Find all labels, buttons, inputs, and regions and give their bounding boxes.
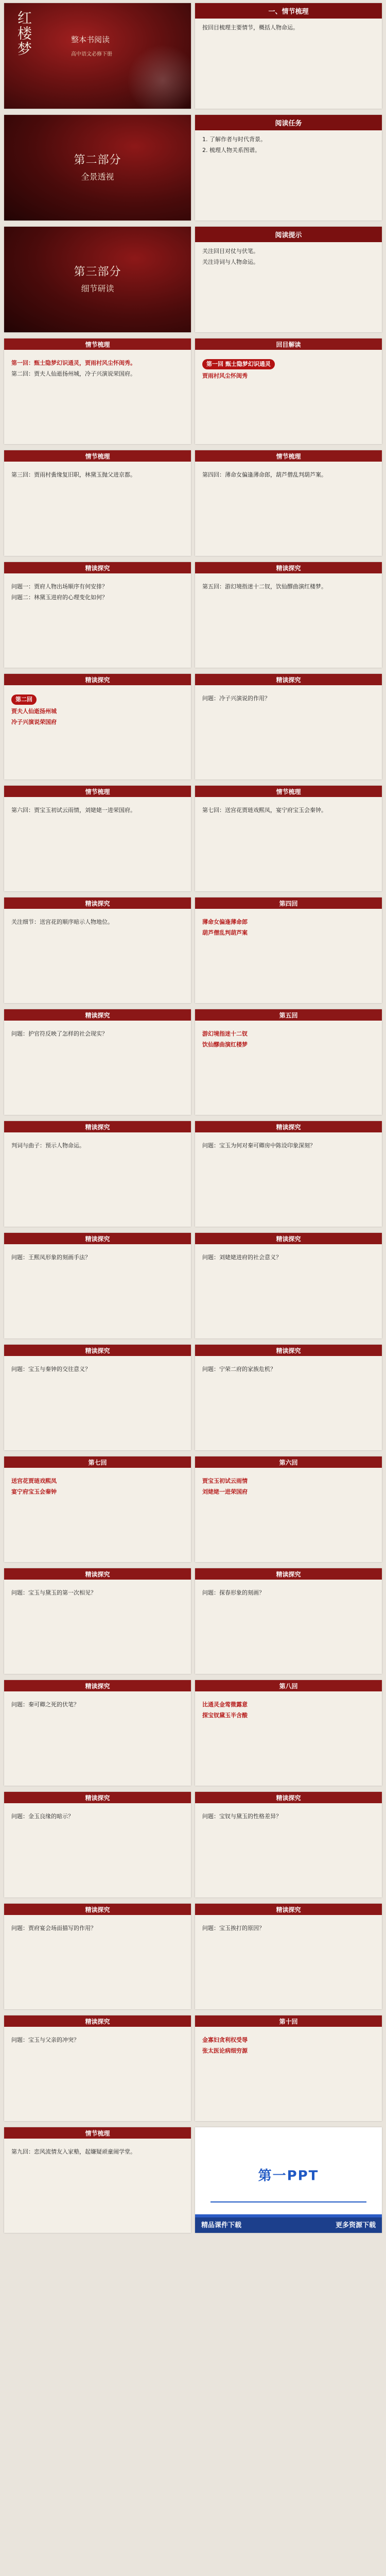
content-slide[interactable] bbox=[4, 450, 191, 556]
section-background bbox=[4, 115, 191, 221]
slide-row bbox=[0, 1230, 386, 1342]
content-slide[interactable] bbox=[4, 1121, 191, 1227]
slide-banner: 精读探究 bbox=[4, 1009, 191, 1021]
slide-text: 问题：宝玉与父亲的冲突？ bbox=[11, 2037, 79, 2043]
slide-body bbox=[202, 694, 375, 774]
slide-row bbox=[0, 335, 386, 447]
slide-text: 薄命女偏逢薄命郎 bbox=[202, 919, 248, 925]
content-slide[interactable] bbox=[4, 1345, 191, 1450]
section-subheading: 全景透视 bbox=[81, 172, 114, 182]
slide-text: 按回目梳理主要情节，概括人物命运。 bbox=[202, 24, 299, 31]
slide-text: 贾宝玉初试云雨情 bbox=[202, 1478, 248, 1484]
slide-row bbox=[0, 783, 386, 894]
slide-row bbox=[0, 1789, 386, 1901]
slide-row bbox=[0, 894, 386, 1006]
content-slide[interactable] bbox=[4, 1904, 191, 2009]
slide-text: 比通灵金莺微露意 bbox=[202, 1701, 248, 1708]
slide-text: 1. 了解作者与时代背景。 bbox=[202, 136, 266, 143]
slide-body bbox=[11, 2148, 184, 2228]
content-slide[interactable] bbox=[195, 562, 382, 668]
slide-body bbox=[11, 1253, 184, 1333]
footer-right-text: 更多资源下载 bbox=[335, 2222, 376, 2229]
slide-banner: 精读探究 bbox=[4, 1121, 191, 1132]
slide-body bbox=[11, 1812, 184, 1892]
slide-banner: 精读探究 bbox=[4, 1680, 191, 1691]
slide-text: 问题一：贾府人物出场顺序有何安排？ bbox=[11, 583, 108, 590]
slide-banner: 第八回 bbox=[195, 1680, 382, 1691]
content-slide[interactable] bbox=[4, 562, 191, 668]
slide-row bbox=[0, 559, 386, 671]
slide-body bbox=[202, 1701, 375, 1781]
content-slide[interactable] bbox=[195, 2015, 382, 2121]
slide-body bbox=[202, 1477, 375, 1557]
slide-banner: 精读探究 bbox=[195, 674, 382, 685]
slide-body bbox=[11, 1142, 184, 1222]
slide-text: 问题二：林黛玉进府的心理变化如何？ bbox=[11, 594, 108, 601]
slide-body bbox=[202, 1365, 375, 1445]
slide-banner: 第七回 bbox=[4, 1456, 191, 1468]
slide-body bbox=[202, 1142, 375, 1222]
footer-accent bbox=[195, 2214, 382, 2217]
slide-body bbox=[11, 2036, 184, 2116]
content-slide[interactable] bbox=[4, 786, 191, 891]
slide-row bbox=[0, 1565, 386, 1677]
slide-text: 张太医论病细穷源 bbox=[202, 2047, 248, 2054]
section-slide[interactable] bbox=[4, 227, 191, 332]
section-subheading: 细节研读 bbox=[81, 283, 114, 294]
slide-row bbox=[0, 0, 386, 112]
slide-text: 问题：探春形象的刻画？ bbox=[202, 1589, 265, 1596]
slide-row bbox=[0, 1901, 386, 2012]
slide-banner: 第六回 bbox=[195, 1456, 382, 1468]
slide-body bbox=[11, 1701, 184, 1781]
slide-body bbox=[202, 135, 375, 215]
content-slide[interactable] bbox=[4, 897, 191, 1003]
slide-text: 问题：金玉良缘的暗示？ bbox=[11, 1813, 74, 1820]
slide-banner: 情节梳理 bbox=[4, 450, 191, 462]
slide-row bbox=[0, 2124, 386, 2236]
slide-text: 关注诗词与人物命运。 bbox=[202, 258, 259, 265]
slide-body bbox=[202, 2036, 375, 2116]
content-slide[interactable] bbox=[4, 1792, 191, 1897]
slide-text: 刘姥姥一进荣国府 bbox=[202, 1488, 248, 1495]
slide-banner: 精读探究 bbox=[195, 1121, 382, 1132]
slide-body bbox=[202, 1253, 375, 1333]
slide-text: 第五回：游幻境指迷十二钗，饮仙醪曲演红楼梦。 bbox=[202, 583, 327, 590]
slide-text: 问题：宝玉挨打的原因？ bbox=[202, 1925, 265, 1931]
slide-text: 问题：护官符反映了怎样的社会现实？ bbox=[11, 1030, 108, 1037]
slide-body bbox=[202, 24, 375, 104]
slide-text: 贾夫人仙逝扬州城 bbox=[11, 707, 57, 715]
slide-text: 金寡妇贪利权受辱 bbox=[202, 2037, 248, 2043]
slide-topbar bbox=[195, 115, 382, 130]
content-slide[interactable] bbox=[195, 1345, 382, 1450]
content-slide[interactable] bbox=[4, 1568, 191, 1674]
slide-text: 第三回：贾雨村夤缘复旧职，林黛玉抛父进京都。 bbox=[11, 471, 136, 478]
slide-text: 第六回：贾宝玉初试云雨情，刘姥姥一进荣国府。 bbox=[11, 807, 136, 814]
content-slide[interactable] bbox=[4, 674, 191, 779]
slide-banner: 精读探究 bbox=[4, 897, 191, 909]
slide-banner: 精读探究 bbox=[195, 562, 382, 573]
slide-text: 送宫花贾琏戏熙凤 bbox=[11, 1478, 57, 1484]
slide-body bbox=[11, 583, 184, 663]
cover-caption: 整本书阅读 bbox=[71, 35, 110, 44]
content-slide[interactable] bbox=[4, 1233, 191, 1338]
ppt-end-slide[interactable] bbox=[195, 2127, 382, 2233]
slide-text: 第一回：甄士隐梦幻识通灵，贾雨村风尘怀闺秀。 bbox=[11, 360, 136, 366]
content-slide[interactable] bbox=[195, 1121, 382, 1227]
slide-body bbox=[202, 583, 375, 663]
slide-banner: 精读探究 bbox=[4, 2015, 191, 2027]
chapter-pill: 第一回 甄士隐梦幻识通灵 bbox=[202, 359, 275, 369]
slide-body bbox=[202, 1924, 375, 2004]
slide-banner: 精读探究 bbox=[4, 1345, 191, 1356]
slide-body bbox=[11, 359, 184, 439]
slide-text: 问题：宝玉为何对秦可卿房中陈设印象深刻？ bbox=[202, 1142, 315, 1149]
content-slide[interactable] bbox=[4, 338, 191, 444]
slide-row bbox=[0, 671, 386, 783]
slide-text: 饮仙醪曲演红楼梦 bbox=[202, 1041, 248, 1048]
slide-text: 冷子兴演说荣国府 bbox=[11, 718, 57, 725]
slide-text: 问题：秦可卿之死的伏笔？ bbox=[11, 1701, 79, 1708]
content-slide[interactable] bbox=[4, 1680, 191, 1786]
slide-banner: 精读探究 bbox=[4, 562, 191, 573]
slide-body bbox=[11, 694, 184, 774]
content-slide[interactable] bbox=[195, 674, 382, 779]
slide-row bbox=[0, 447, 386, 559]
section-background bbox=[4, 227, 191, 332]
section-slide[interactable] bbox=[4, 115, 191, 221]
slide-banner: 精读探究 bbox=[4, 1904, 191, 1915]
content-slide[interactable] bbox=[195, 1568, 382, 1674]
slide-body bbox=[202, 1812, 375, 1892]
slide-banner: 精读探究 bbox=[4, 674, 191, 685]
slide-title: 一、情节梳理 bbox=[268, 8, 309, 16]
slide-text: 问题：刘姥姥进府的社会意义？ bbox=[202, 1254, 282, 1261]
section-heading: 第三部分 bbox=[74, 265, 121, 279]
content-slide[interactable] bbox=[4, 1009, 191, 1115]
content-slide[interactable] bbox=[195, 897, 382, 1003]
slide-text: 关注细节：送宫花的顺序暗示人物地位。 bbox=[11, 919, 113, 925]
slide-text: 关注回目对仗与伏笔。 bbox=[202, 248, 259, 255]
slide-row bbox=[0, 112, 386, 224]
slide-title: 阅读提示 bbox=[275, 231, 302, 240]
content-slide[interactable] bbox=[195, 1009, 382, 1115]
content-slide[interactable] bbox=[195, 3, 382, 109]
slide-banner: 精读探究 bbox=[4, 1568, 191, 1580]
slide-body bbox=[202, 1589, 375, 1669]
slide-banner: 精读探究 bbox=[195, 1904, 382, 1915]
slide-banner: 情节梳理 bbox=[4, 2127, 191, 2139]
slide-row bbox=[0, 1118, 386, 1230]
slide-body bbox=[11, 1589, 184, 1669]
slide-banner: 精读探究 bbox=[4, 1792, 191, 1803]
slide-banner: 第五回 bbox=[195, 1009, 382, 1021]
slide-body bbox=[202, 359, 375, 439]
slide-row bbox=[0, 1342, 386, 1453]
slide-text: 探宝钗黛玉半含酸 bbox=[202, 1711, 248, 1719]
slide-banner: 第十回 bbox=[195, 2015, 382, 2027]
content-slide[interactable] bbox=[195, 1792, 382, 1897]
slide-banner: 精读探究 bbox=[195, 1345, 382, 1356]
slide-title: 阅读任务 bbox=[275, 120, 302, 128]
slide-text: 宴宁府宝玉会秦钟 bbox=[11, 1488, 57, 1495]
footer-bar bbox=[195, 2214, 382, 2233]
slide-body bbox=[11, 806, 184, 886]
slide-topbar bbox=[195, 227, 382, 242]
content-slide[interactable] bbox=[195, 115, 382, 221]
slide-text: 问题：宝钗与黛玉的性格差异？ bbox=[202, 1813, 282, 1820]
chapter-pill: 第二回 bbox=[11, 694, 37, 705]
brand-logo: 第一PPT bbox=[258, 2168, 319, 2184]
cover-title: 红楼梦 bbox=[15, 10, 32, 57]
slide-text: 问题：冷子兴演说的作用？ bbox=[202, 695, 270, 702]
content-slide[interactable] bbox=[4, 2015, 191, 2121]
slide-body bbox=[11, 918, 184, 998]
slide-row bbox=[0, 1677, 386, 1789]
content-slide[interactable] bbox=[195, 786, 382, 891]
slide-banner: 情节梳理 bbox=[4, 338, 191, 350]
slide-body bbox=[11, 1477, 184, 1557]
slide-text: 游幻境指迷十二钗 bbox=[202, 1030, 248, 1037]
content-slide[interactable] bbox=[195, 1233, 382, 1338]
slide-text: 葫芦僧乱判葫芦案 bbox=[202, 929, 248, 936]
slide-text: 第七回：送宫花贾琏戏熙凤，宴宁府宝玉会秦钟。 bbox=[202, 807, 327, 814]
slide-text: 问题：贾府宴会场面描写的作用？ bbox=[11, 1925, 96, 1931]
slide-banner: 第四回 bbox=[195, 897, 382, 909]
content-slide[interactable] bbox=[195, 227, 382, 332]
slide-banner: 情节梳理 bbox=[195, 786, 382, 797]
slide-row bbox=[0, 2012, 386, 2124]
content-slide[interactable] bbox=[195, 338, 382, 444]
slide-body bbox=[202, 918, 375, 998]
slide-text: 第九回：恋风流情友入家塾，起嫌疑顽童闹学堂。 bbox=[11, 2148, 136, 2155]
slide-row bbox=[0, 1453, 386, 1565]
slide-body bbox=[202, 1030, 375, 1110]
slide-body bbox=[11, 1924, 184, 2004]
slide-text: 问题：宝玉与秦钟的交往意义？ bbox=[11, 1366, 91, 1372]
slide-topbar bbox=[195, 3, 382, 19]
slide-text: 问题：宁荣二府的家族危机？ bbox=[202, 1366, 276, 1372]
slide-banner: 情节梳理 bbox=[195, 450, 382, 462]
slide-text: 问题：宝玉与黛玉的第一次相见？ bbox=[11, 1589, 96, 1596]
slide-row bbox=[0, 1006, 386, 1118]
content-slide[interactable] bbox=[195, 450, 382, 556]
content-slide[interactable] bbox=[4, 2127, 191, 2233]
slide-text: 判词与曲子：预示人物命运。 bbox=[11, 1142, 85, 1149]
content-slide[interactable] bbox=[195, 1680, 382, 1786]
slide-body bbox=[202, 247, 375, 327]
slide-banner: 回目解读 bbox=[195, 338, 382, 350]
slide-banner: 精读探究 bbox=[195, 1568, 382, 1580]
content-slide[interactable] bbox=[195, 1904, 382, 2009]
slide-banner: 精读探究 bbox=[195, 1792, 382, 1803]
content-slide[interactable] bbox=[4, 1456, 191, 1562]
slide-banner: 精读探究 bbox=[4, 1233, 191, 1244]
slide-text: 2. 梳理人物关系图谱。 bbox=[202, 146, 260, 154]
slide-text: 贾雨村风尘怀闺秀 bbox=[202, 372, 248, 379]
slide-body bbox=[202, 471, 375, 551]
slide-text: 第四回：薄命女偏逢薄命郎，葫芦僧乱判葫芦案。 bbox=[202, 471, 327, 478]
slide-banner: 情节梳理 bbox=[4, 786, 191, 797]
slide-body bbox=[11, 1365, 184, 1445]
slide-body bbox=[11, 471, 184, 551]
slide-banner: 精读探究 bbox=[195, 1233, 382, 1244]
slide-body bbox=[11, 1030, 184, 1110]
section-heading: 第二部分 bbox=[74, 154, 121, 167]
footer-left-text: 精品课件下载 bbox=[201, 2222, 242, 2229]
brand-underline bbox=[210, 2201, 366, 2202]
slide-text: 问题：王熙凤形象的刻画手法？ bbox=[11, 1254, 91, 1261]
cover-subtitle: 高中语文必修下册 bbox=[71, 52, 112, 57]
slide-text: 第二回：贾夫人仙逝扬州城，冷子兴演说荣国府。 bbox=[11, 370, 136, 377]
content-slide[interactable] bbox=[195, 1456, 382, 1562]
cover-slide[interactable] bbox=[4, 3, 191, 109]
slide-body bbox=[202, 806, 375, 886]
slide-row bbox=[0, 224, 386, 335]
